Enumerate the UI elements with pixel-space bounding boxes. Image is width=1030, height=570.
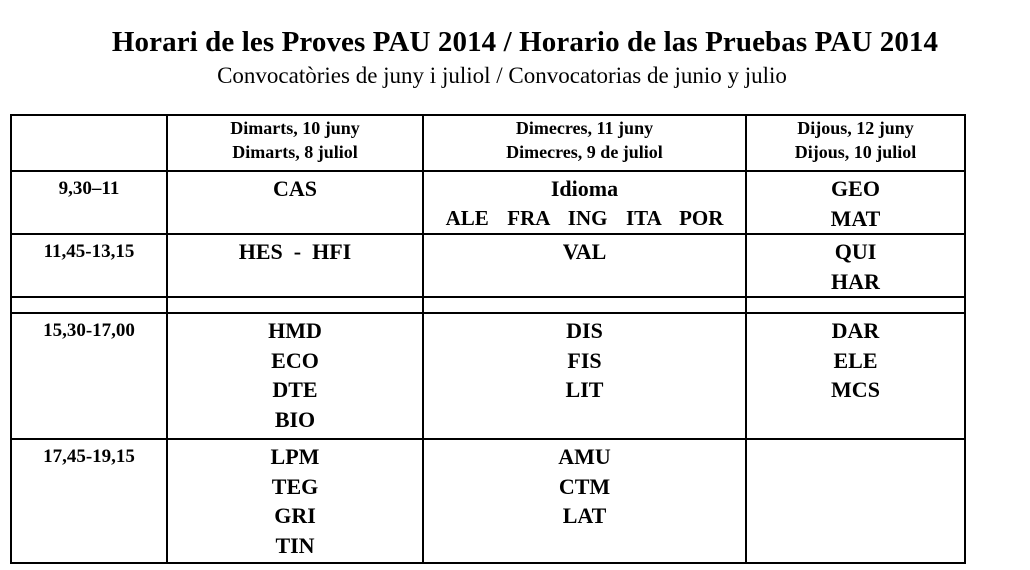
subject-code: HAR — [831, 268, 880, 294]
subject-code: LIT — [565, 377, 604, 402]
subject-code: VAL — [562, 239, 607, 264]
subjects-cell — [423, 171, 746, 234]
subjects-cell — [167, 439, 423, 563]
subject-code: Idioma — [550, 176, 619, 201]
subjects-cell — [746, 234, 965, 297]
subject-code: FIS — [567, 347, 602, 373]
header-date-june: Dijous, 12 juny — [797, 118, 914, 138]
time-slot-cell — [11, 313, 167, 439]
subject-code: LPM — [270, 444, 320, 469]
separator-cell — [11, 297, 167, 313]
subject-code: ELE — [833, 347, 878, 373]
separator-cell — [423, 297, 746, 313]
page-title: Horari de les Proves PAU 2014 / Horario de las Pruebas PAU 2014 — [111, 26, 939, 58]
subject-code: MCS — [831, 377, 880, 402]
subjects-cell — [746, 171, 965, 234]
subject-code: AMU — [558, 444, 611, 469]
subjects-cell-empty — [746, 439, 965, 563]
header-date-july: Dimarts, 8 juliol — [232, 142, 358, 162]
subject-code: TEG — [271, 473, 319, 499]
subjects-cell — [423, 313, 746, 439]
subject-code: DIS — [566, 318, 603, 343]
header-cell-empty — [11, 115, 167, 171]
time-slot: 15,30-17,00 — [43, 320, 135, 341]
subject-code: GEO — [831, 176, 880, 201]
subject-code: DTE — [272, 377, 318, 402]
separator-cell — [746, 297, 965, 313]
subject-code: CAS — [272, 176, 317, 201]
subject-code: TIN — [275, 532, 315, 558]
header-cell-thursday — [746, 115, 965, 171]
subject-code: DAR — [831, 318, 880, 343]
table-row — [11, 234, 965, 297]
subjects-cell — [423, 439, 746, 563]
time-slot: 11,45-13,15 — [43, 241, 135, 262]
separator-cell — [167, 297, 423, 313]
language-list: ALE FRA ING ITA POR — [445, 205, 724, 230]
subject-code: ECO — [271, 347, 319, 373]
header-cell-wednesday — [423, 115, 746, 171]
header-date-july: Dijous, 10 juliol — [794, 142, 917, 162]
time-slot: 17,45-19,15 — [43, 446, 135, 467]
table-row — [11, 171, 965, 234]
subject-code: HES - HFI — [238, 239, 352, 264]
subject-code: CTM — [558, 473, 611, 499]
subjects-cell — [423, 234, 746, 297]
time-slot: 9,30–11 — [58, 178, 120, 199]
subjects-cell — [167, 234, 423, 297]
header-date-june: Dimarts, 10 juny — [230, 118, 360, 138]
time-slot-cell — [11, 234, 167, 297]
subject-code: BIO — [274, 406, 316, 432]
subjects-cell — [167, 313, 423, 439]
subjects-cell — [167, 171, 423, 234]
separator-row — [11, 297, 965, 313]
header-cell-tuesday — [167, 115, 423, 171]
subjects-cell — [746, 313, 965, 439]
page-subtitle: Convocatòries de juny i juliol / Convocatorias de junio y julio — [217, 63, 787, 88]
subject-code: MAT — [830, 205, 881, 231]
subject-code: HMD — [268, 318, 322, 343]
subject-code: GRI — [274, 503, 316, 528]
subject-code: QUI — [834, 239, 877, 264]
subject-code: LAT — [562, 503, 607, 528]
schedule-table — [10, 114, 966, 564]
header-row — [11, 115, 965, 171]
time-slot-cell — [11, 439, 167, 563]
header-date-june: Dimecres, 11 juny — [515, 118, 654, 138]
table-row — [11, 313, 965, 439]
header-date-july: Dimecres, 9 de juliol — [506, 142, 663, 162]
time-slot-cell — [11, 171, 167, 234]
table-row — [11, 439, 965, 563]
